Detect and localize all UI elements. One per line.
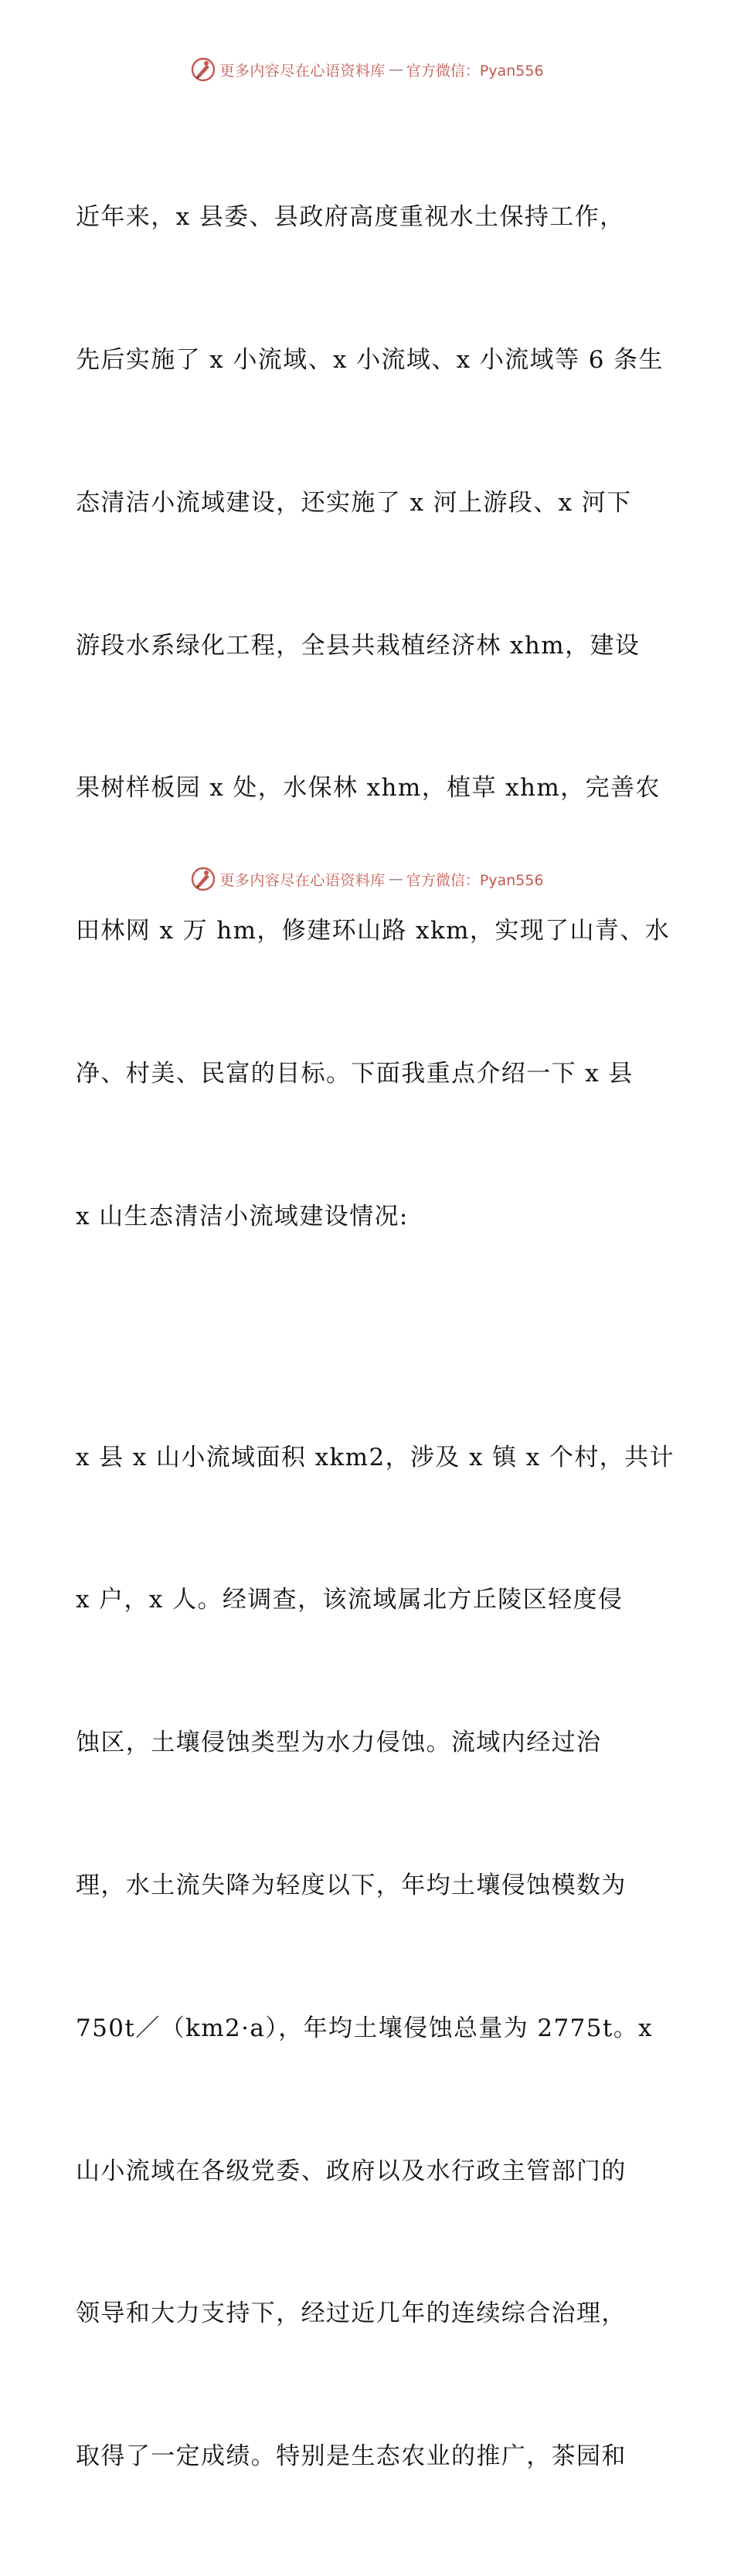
footer-watermark xyxy=(0,864,734,894)
text-line: 领导和大力支持下，经过近几年的连续综合治理， xyxy=(76,2299,627,2328)
text-line: 果树样板园 x 处，水保林 xhm，植草 xhm，完善农 xyxy=(76,774,661,803)
text-line: 取得了一定成绩。特别是生态农业的推广，茶园和 xyxy=(76,2442,627,2471)
text-line: 游段水系绿化工程，全县共栽植经济林 xhm，建设 xyxy=(76,631,641,660)
header-account-text: 官方微信：Pyan556 xyxy=(406,62,544,80)
pen-logo-icon xyxy=(190,56,216,83)
text-line: x 山生态清洁小流域建设情况: xyxy=(76,1202,409,1230)
text-line: x 户，x 人。经调查，该流域属北方丘陵区轻度侵 xyxy=(76,1586,624,1614)
text-line: 态清洁小流域建设，还实施了 x 河上游段、x 河下 xyxy=(76,488,632,517)
footer-brand-text: 更多内容尽在心语资料库 xyxy=(219,871,386,889)
text-line: 田林网 x 万 hm，修建环山路 xkm，实现了山青、水 xyxy=(76,917,671,945)
footer-separator: — xyxy=(388,871,403,888)
document-body xyxy=(76,99,675,2576)
header-brand-text: 更多内容尽在心语资料库 xyxy=(219,62,386,80)
text-line: 理，水土流失降为轻度以下，年均土壤侵蚀模数为 xyxy=(76,1871,627,1899)
text-line: 750t／（km2·a），年均土壤侵蚀总量为 2775t。x xyxy=(76,2014,654,2042)
text-line: 净、村美、民富的目标。下面我重点介绍一下 x 县 xyxy=(76,1059,634,1088)
header-separator: — xyxy=(388,61,403,78)
text-line: x 县 x 山小流域面积 xkm2，涉及 x 镇 x 个村，共计 xyxy=(76,1443,675,1471)
header-watermark xyxy=(0,54,734,85)
paragraph-1 xyxy=(76,99,671,1336)
pen-logo-icon xyxy=(190,866,216,892)
paragraph-2 xyxy=(76,1339,675,2575)
text-line: 近年来，x 县委、县政府高度重视水土保持工作， xyxy=(76,203,625,232)
text-line: 先后实施了 x 小流域、x 小流域、x 小流域等 6 条生 xyxy=(76,345,664,374)
text-line: 山小流域在各级党委、政府以及水行政主管部门的 xyxy=(76,2157,627,2185)
footer-account-text: 官方微信：Pyan556 xyxy=(406,871,544,889)
text-line: 蚀区，土壤侵蚀类型为水力侵蚀。流域内经过治 xyxy=(76,1729,602,1757)
